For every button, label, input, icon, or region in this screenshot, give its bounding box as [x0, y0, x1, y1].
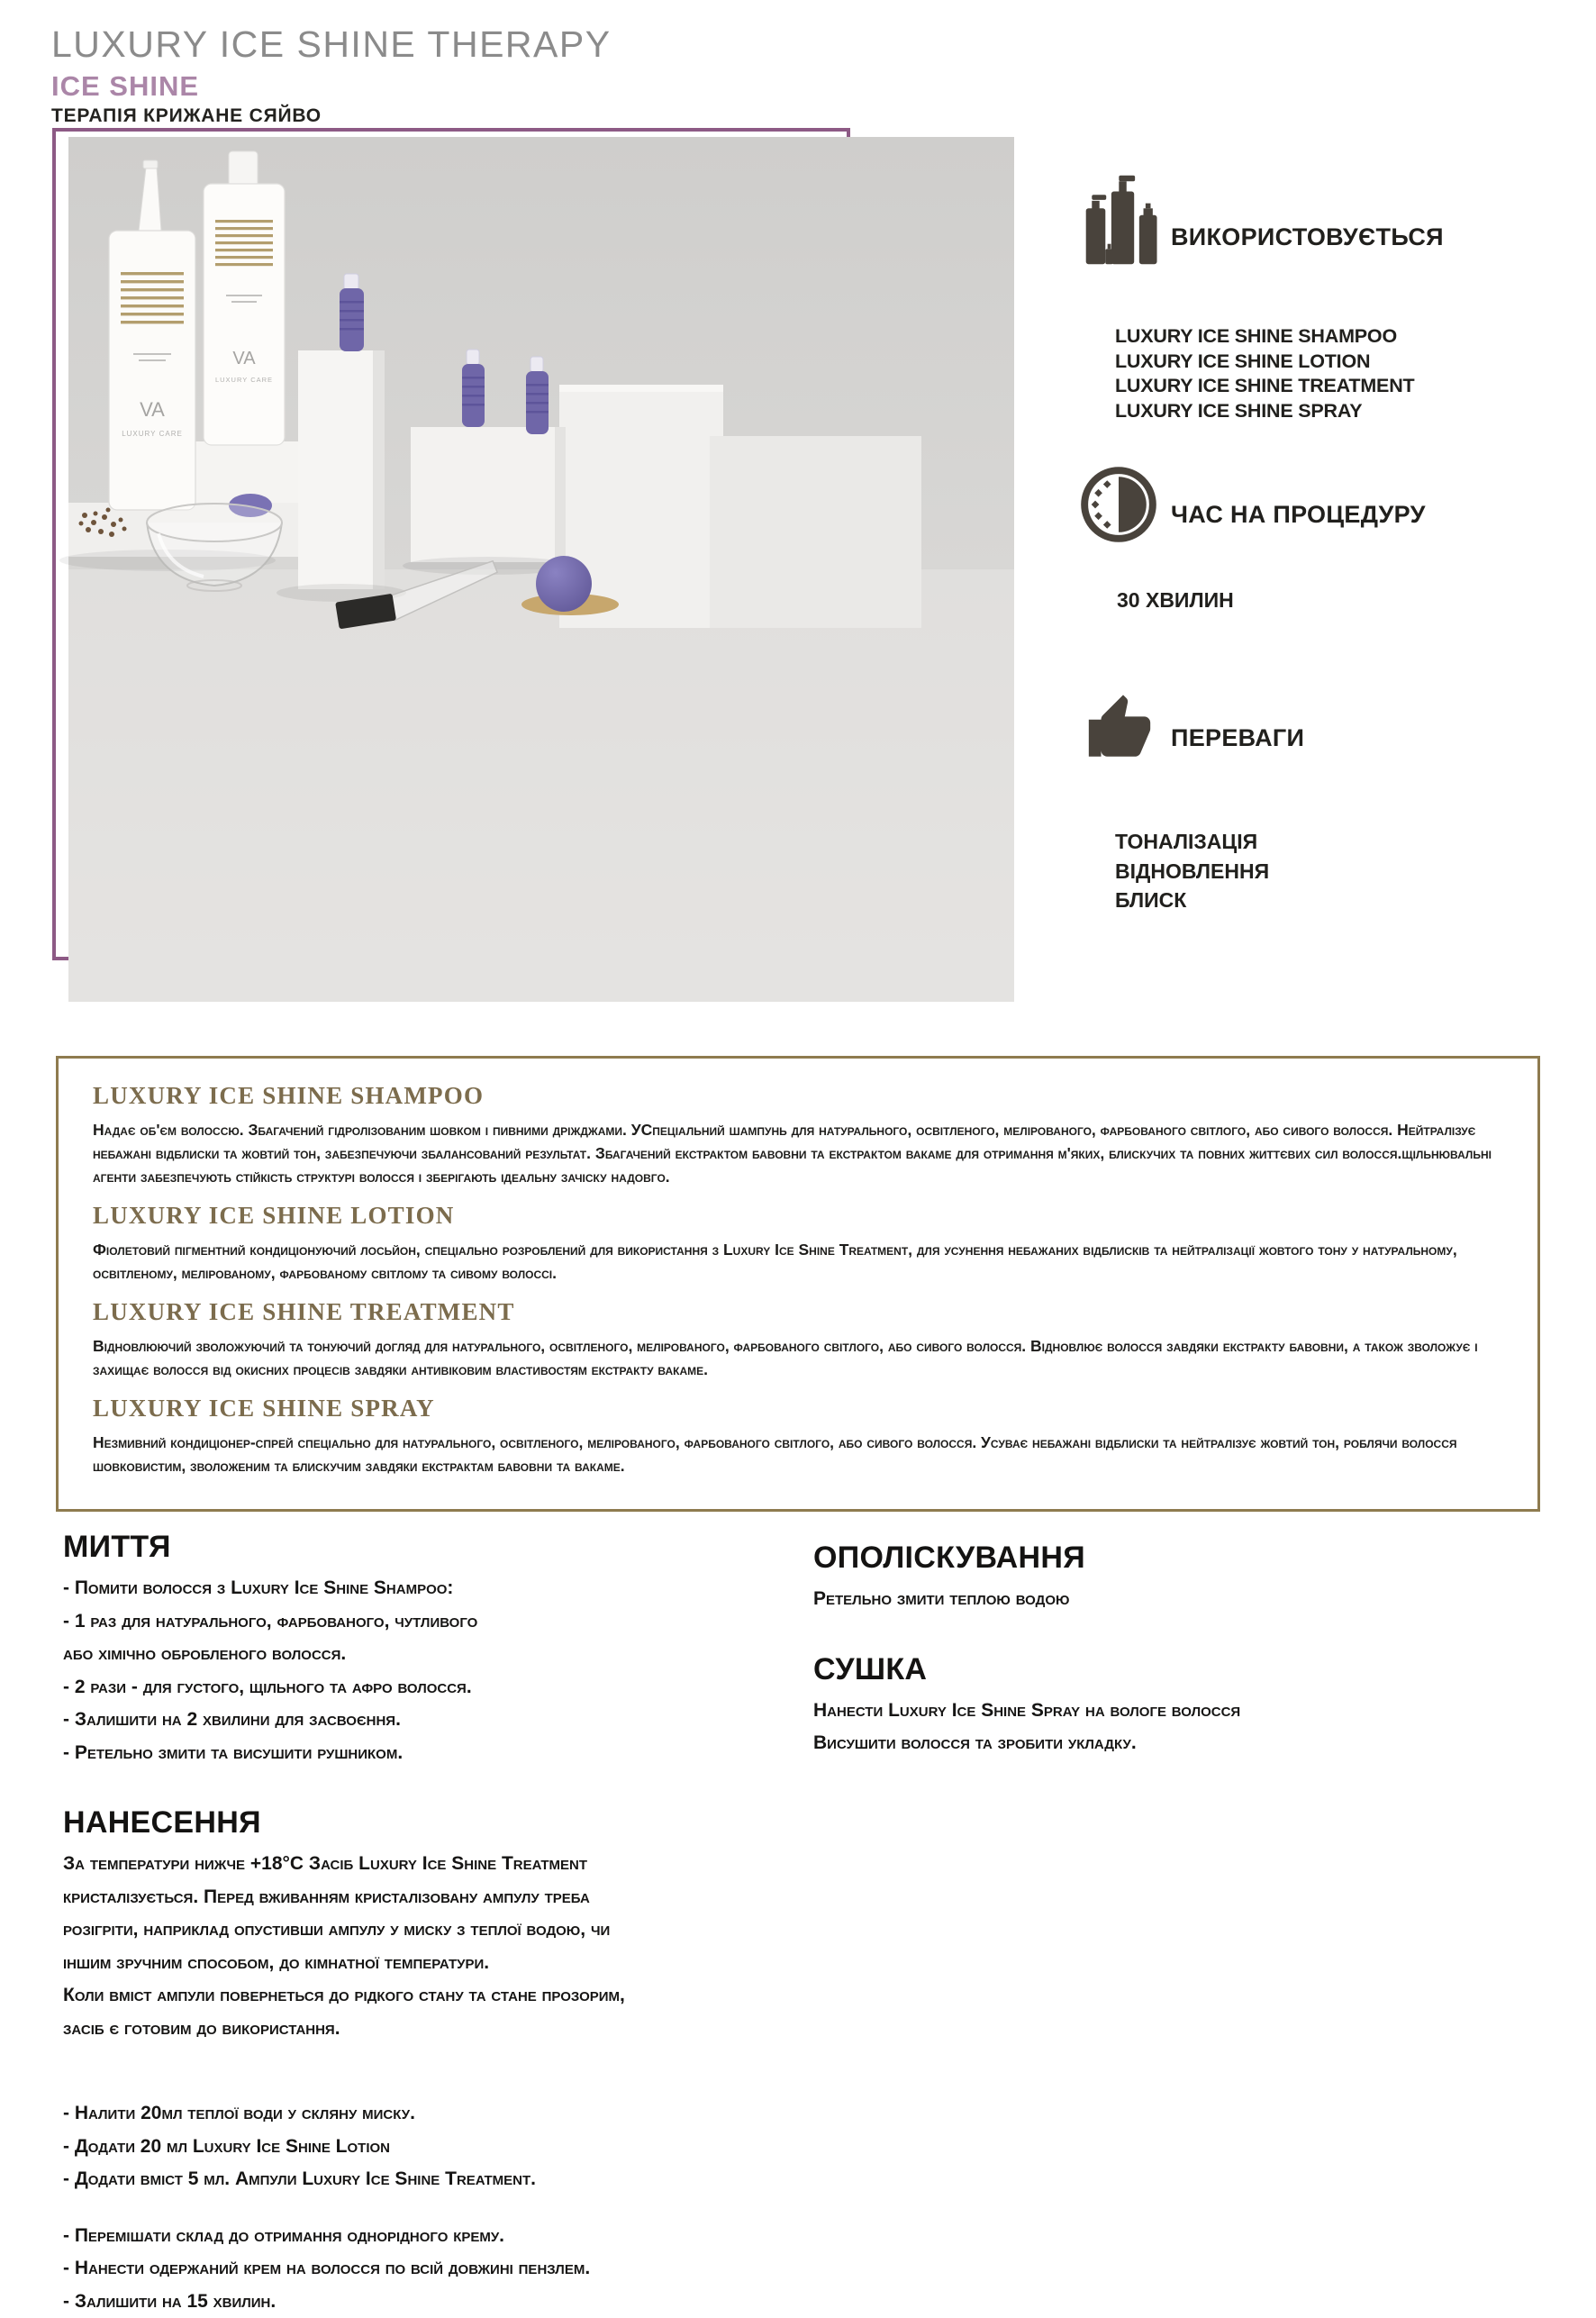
benefit-item: ТОНАЛІЗАЦІЯ	[1115, 827, 1269, 857]
line-text: - Додати 20 мл	[63, 2136, 193, 2157]
benefits-list	[1115, 827, 1269, 915]
line-text: - Нанести одержаний крем на волосся по всій довжині пензлем.	[63, 2258, 590, 2278]
line-text: або хімічно обробленого волосся.	[63, 1643, 346, 1664]
line-text: Нанести	[813, 1700, 888, 1721]
line-text: кристалізується. Перед вживанням кристалізовану ампулу треба розігріти, наприклад опустивши ампулу у миску з теплої водою, чи іншим зручним способом, до кімнатної температури.	[63, 1886, 610, 1973]
benefit-item: БЛИСК	[1115, 886, 1269, 915]
bottles-icon	[1081, 171, 1165, 281]
rinse-text: Ретельно змити теплою водою	[813, 1583, 1462, 1616]
washing-heading: МИТТЯ	[63, 1530, 676, 1565]
benefits-heading: ПЕРЕВАГИ	[1171, 724, 1304, 752]
table-surface	[68, 569, 1014, 1002]
instruction-line	[813, 1695, 1462, 1728]
rinse-heading: ОПОЛІСКУВАННЯ	[813, 1541, 1462, 1576]
low-display-block	[403, 427, 574, 575]
line-text: - Залишити на 2 хвилини для засвоєння.	[63, 1709, 401, 1730]
drying-line2: Висушити волосся та зробити укладку.	[813, 1727, 1462, 1760]
product-section-title: LUXURY ICE SHINE LOTION	[93, 1202, 1503, 1230]
instruction-line	[63, 1704, 676, 1737]
line-text: - Додати вміст 5 мл. Ампули	[63, 2168, 302, 2189]
line-text: - Перемішати склад до отримання однорідного крему.	[63, 2225, 504, 2246]
product-name-bold: Luxury Ice Shine Treatment	[358, 1853, 587, 1874]
bottle-label: LUXURY CARE	[215, 376, 273, 384]
instruction-line	[63, 2220, 676, 2253]
shampoo-bottle	[204, 151, 285, 445]
product-name-bold: Luxury Ice Shine Lotion	[193, 2136, 390, 2157]
product-item: LUXURY ICE SHINE TREATMENT	[1115, 374, 1414, 399]
product-item: LUXURY ICE SHINE LOTION	[1115, 350, 1414, 375]
page-subtitle: ICE SHINE	[51, 70, 199, 103]
page-title: LUXURY ICE SHINE THERAPY	[51, 23, 612, 66]
instruction-line	[63, 2252, 676, 2286]
rinse-drying-column	[813, 1541, 1462, 1760]
page-subtitle-ua: ТЕРАПІЯ КРИЖАНЕ СЯЙВО	[51, 105, 322, 127]
usage-heading: ВИКОРИСТОВУЄТЬСЯ	[1171, 223, 1444, 251]
instruction-line	[63, 1605, 676, 1639]
thumbs-up-icon	[1083, 692, 1156, 766]
product-section-text: Фіолетовий пігментний кондиціонуючий лосьйон, спеціально розроблений для використання з Luxury Ice Shine Treatment, для усунення небажаних відблисків та нейтралізації жовтого тону у натуральному, освітленому, мелірованому, фарбованому світлому та сивому волоссі.	[93, 1238, 1503, 1285]
bottle-label: LUXURY CARE	[122, 430, 183, 438]
product-section-title: LUXURY ICE SHINE SPRAY	[93, 1395, 1503, 1423]
line-text: на вологе волосся	[1080, 1700, 1240, 1721]
product-name-bold: Luxury Ice Shine Treatment.	[302, 2168, 536, 2189]
line-text: - 2 рази - для густого, щільного та афро волосся.	[63, 1677, 472, 1697]
application-intro2: Коли вміст ампули повернеться до рідкого стану та стане прозорим, засіб є готовим до використання.	[63, 1979, 647, 2045]
photo-scene	[68, 137, 1014, 1002]
line-text: - Залишити на 15 хвилин.	[63, 2291, 276, 2312]
instruction-line	[63, 2097, 676, 2131]
product-section-title: LUXURY ICE SHINE TREATMENT	[93, 1298, 1503, 1326]
product-item: LUXURY ICE SHINE SPRAY	[1115, 399, 1414, 424]
line-text: - Помити волосся з	[63, 1577, 231, 1598]
product-section-text: Відновлюючий зволожуючий та тонуючий догляд для натурального, освітленого, мелірованого, фарбованого світлого, або сивого волосся. Відновлює волосся завдяки екстракту бавовни, а також зволожує і захищає волосся від окисних процесів завдяки антивіковим властивостям екстракту вакаме.	[93, 1334, 1503, 1381]
line-text: За температури нижче +18°С Засіб	[63, 1853, 358, 1874]
clock-icon	[1079, 465, 1158, 544]
usage-product-list	[1115, 324, 1414, 423]
benefit-item: ВІДНОВЛЕННЯ	[1115, 857, 1269, 886]
time-heading: ЧАС НА ПРОЦЕДУРУ	[1171, 501, 1426, 529]
line-text: - Налити 20мл теплої води у скляну миску.	[63, 2103, 415, 2123]
instruction-line	[63, 2286, 676, 2318]
product-section-text: Надає об'єм волоссю. Збагачений гідролізованим шовком і пивними дріжджами. УСпеціальний шампунь для натурального, освітленого, мелірованого, фарбованого світлого, або сивого волосся. Нейтралізує небажані відблиски та жовтий тон, забезпечуючи збалансований результат. Збагачений екстрактом бавовни та екстрактом вакаме для отримання м'яких, блискучих та повних життєвих сил волосся.щільнювальні агенти забезпечують стійкість структурі волосся і зберігають ідеальну зачіску надовго.	[93, 1118, 1503, 1188]
drying-heading: СУШКА	[813, 1652, 1462, 1687]
washing-application-column	[63, 1530, 676, 2318]
purple-sphere	[536, 556, 592, 612]
product-section-text: Незмивний кондиціонер-спрей спеціально для натурального, освітленого, мелірованого, фарбованого світлого, або сивого волосся. Усуває небажані відблиски та нейтралізує жовтий тон, роблячи волосся шовковистим, зволоженим та блискучим завдяки екстрактам бавовни та вакаме.	[93, 1431, 1503, 1477]
product-section-title: LUXURY ICE SHINE SHAMPOO	[93, 1082, 1503, 1110]
instruction-line	[63, 1638, 676, 1671]
bottle-logo: VA	[140, 398, 165, 421]
line-text: - 1 раз для натурального, фарбованого, чутливого	[63, 1611, 477, 1632]
line-text: - Ретельно змити та висушити рушником.	[63, 1742, 403, 1763]
application-intro	[63, 1848, 647, 1979]
product-item: LUXURY ICE SHINE SHAMPOO	[1115, 324, 1414, 350]
application-heading: НАНЕСЕННЯ	[63, 1805, 676, 1841]
product-name-bold: Luxury Ice Shine Spray	[888, 1700, 1080, 1721]
product-name-bold: Luxury Ice Shine Shampoo:	[231, 1577, 453, 1598]
products-description-box	[56, 1056, 1540, 1512]
instruction-line	[63, 1671, 676, 1704]
instruction-line	[63, 2163, 676, 2196]
instruction-line	[63, 1572, 676, 1605]
instruction-line	[63, 1737, 676, 1770]
time-value: 30 ХВИЛИН	[1117, 588, 1234, 613]
bottle-logo: VA	[232, 349, 256, 368]
instruction-line	[63, 2131, 676, 2164]
product-photo	[68, 137, 1014, 1002]
